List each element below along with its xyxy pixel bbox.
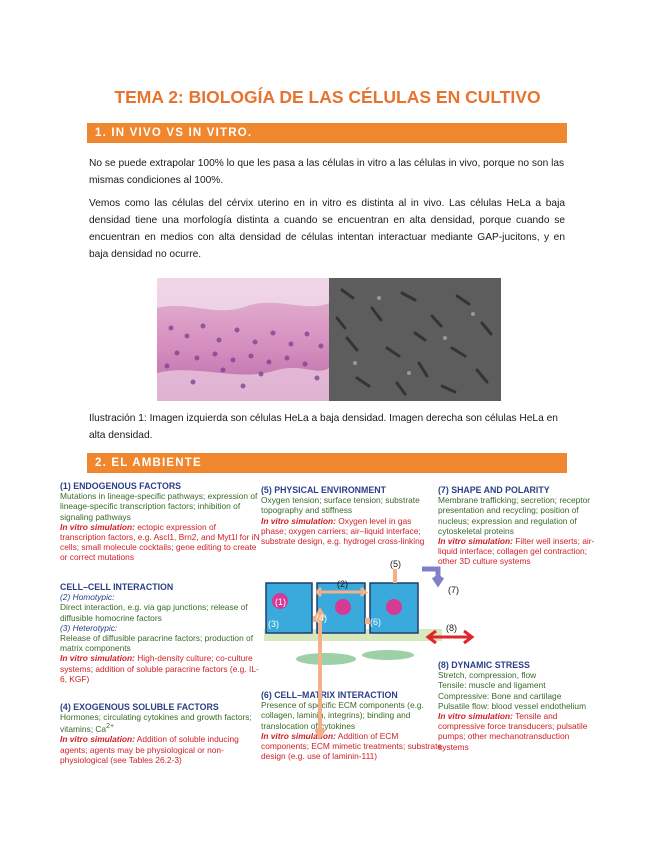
- section-heading-2: 2. EL AMBIENTE: [87, 453, 567, 473]
- block-simulation: In vitro simulation: High-density culture; co-culture systems; addition of soluble paracrine factors (e.g. IL-6, KGF): [60, 653, 259, 684]
- label-5: (5): [390, 559, 401, 569]
- figure-caption: Ilustración 1: Imagen izquierda son células HeLa a baja densidad. Imagen derecha son células HeLa en alta densidad.: [89, 413, 558, 441]
- block-text: Release of diffusible paracrine factors; production of matrix components: [60, 633, 254, 654]
- block-subheading: (2) Homotypic:: [60, 592, 115, 603]
- block-heading: (6) CELL–MATRIX INTERACTION: [261, 690, 398, 700]
- block-simulation: In vitro simulation: Addition of ECM components; ECM mimetic treatments; substrate design (e.g. use of laminin-111): [261, 730, 443, 762]
- page-title: TEMA 2: BIOLOGÍA DE LAS CÉLULAS EN CULTIVO: [114, 87, 541, 107]
- environment-figure: [60, 481, 600, 771]
- nucleus: [386, 599, 402, 615]
- block-simulation: In vitro simulation: ectopic expression of transcription factors, e.g. Ascl1, Brn2, and Myt1l for iN cells; small molecule cocktails; gene editing to create or correct mutations: [60, 521, 260, 563]
- matrix-ellipse: [362, 650, 414, 660]
- label-7: (7): [448, 585, 459, 595]
- block-simulation: In vitro simulation: Addition of soluble inducing agents; agents may be physiological or non-physiological (see Tables 26.2-3): [60, 734, 239, 765]
- block-text: Mutations in lineage-specific pathways; expression of lineage-specific transcription factors; inhibition of signaling pathways: [60, 491, 258, 522]
- shape-polarity-block: [438, 485, 600, 567]
- hela-cells-image: [157, 278, 501, 401]
- block-subheading: (3) Heterotypic:: [60, 622, 118, 633]
- cell-cell-interaction-block: [60, 582, 260, 684]
- label-4: (4): [316, 613, 327, 623]
- label-6: (6): [370, 617, 381, 627]
- block-simulation: In vitro simulation: Filter well inserts; air-liquid interface; collagen gel contraction; other 3D culture systems: [438, 536, 595, 567]
- nucleus: [335, 599, 351, 615]
- block-text: Direct interaction, e.g. via gap junctions; release of diffusible homocrine factors: [60, 602, 248, 623]
- label-1: (1): [275, 597, 286, 607]
- block-simulation: In vitro simulation: Tensile and compressive force transducers; pulsatile pumps; other mechanotransduction systems: [438, 711, 588, 752]
- block-heading: (4) EXOGENOUS SOLUBLE FACTORS: [60, 702, 219, 712]
- arrow-7: [422, 569, 442, 583]
- block-text: Hormones; circulating cytokines and growth factors; vitamins; $Ca^{2+}$: [60, 712, 252, 735]
- paragraph-2: Vemos como las células del cérvix uterino en in vitro es distinta al in vivo. Las células HeLa a baja densidad tiene una morfología distinta a cuando se encuentran en alta densidad, porque cuando se encuentran en medios con alta densidad de células intentan interactuar mediante GAP-jucitons, y en baja densidad no ocurre.: [89, 198, 565, 260]
- block-heading: (7) SHAPE AND POLARITY: [438, 485, 550, 495]
- block-text: Membrane trafficking; secretion; receptor presentation and recycling; position of nucleus; expression and regulation of cytoskeletal proteins: [438, 495, 591, 536]
- label-8: (8): [446, 623, 457, 633]
- block-heading: (1) ENDOGENOUS FACTORS: [60, 481, 182, 491]
- paragraph-1: No se puede extrapolar 100% lo que les pasa a las células in vitro a las células in vivo, porque no son las mismas condiciones al 100%.: [89, 158, 565, 186]
- physical-environment-block: [261, 485, 429, 546]
- exogenous-factors-block: [60, 702, 260, 765]
- block-heading: (5) PHYSICAL ENVIRONMENT: [261, 485, 386, 495]
- label-3: (3): [268, 619, 279, 629]
- matrix-ellipse: [296, 653, 356, 665]
- block-simulation: In vitro simulation: Oxygen level in gas phase; oxygen carriers; air–liquid interface; substrate design, e.g. hydrogel cross-linking: [261, 515, 425, 547]
- block-heading: (8) DYNAMIC STRESS: [438, 660, 530, 670]
- endogenous-factors-block: [60, 481, 260, 563]
- block-heading: CELL–CELL INTERACTION: [60, 582, 174, 592]
- label-2: (2): [337, 579, 348, 589]
- block-text: Oxygen tension; surface tension; substrate topography and stiffness: [261, 495, 420, 516]
- block-text: Stretch, compression, flow Tensile: muscle and ligament Compressive: Bone and cartilage Pulsatile flow: blood vessel endothelium: [438, 670, 587, 711]
- cell-diagram: [260, 559, 480, 749]
- block-text: Presence of specific ECM components (e.g. collagen, laminin, integrins); binding and translocation of cytokines: [261, 700, 424, 731]
- section-heading-1: 1. IN VIVO VS IN VITRO.: [87, 123, 567, 143]
